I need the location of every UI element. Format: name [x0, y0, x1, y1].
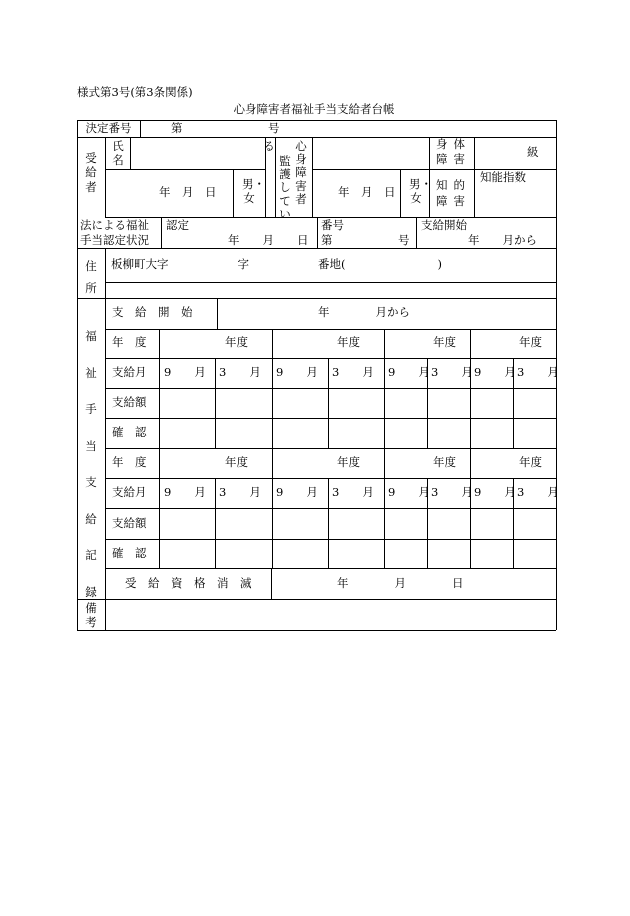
nendo-a2: 年度 — [337, 335, 360, 349]
decision-number-dai: 第 — [171, 121, 183, 135]
amount-label-a: 支給額 — [112, 395, 147, 409]
decision-number-label: 決定番号 — [85, 121, 132, 135]
record-start-date: 年 月から — [318, 305, 410, 319]
lapse-label: 受 給 資 格 消 滅 — [125, 576, 252, 590]
nendo-a3: 年度 — [433, 335, 456, 349]
record-start-label: 支 給 開 始 — [112, 305, 193, 319]
nendo-a4: 年度 — [519, 335, 542, 349]
birth-date: 年 月 日 — [159, 185, 217, 199]
cert-number-label: 番号 — [321, 218, 344, 232]
guardian-birth-date: 年 月 日 — [338, 185, 396, 199]
month-b8: 3 月 — [517, 485, 559, 499]
month-b7: 9 月 — [474, 485, 516, 499]
intellectual-label-2: 障害 — [436, 194, 471, 208]
guardian-sex-selector[interactable]: 男・女 — [409, 177, 432, 206]
month-a6: 3 月 — [431, 365, 473, 379]
body-disability-label-1: 身体 — [436, 137, 471, 151]
confirm-label-a: 確 認 — [112, 425, 147, 439]
intellectual-label-1: 知的 — [436, 178, 471, 192]
remarks-label: 備考 — [85, 601, 97, 629]
address-label: 住所 — [85, 259, 97, 295]
payment-start-label: 支給開始 — [421, 218, 467, 232]
cert-status-label-2: 手当認定状況 — [80, 233, 149, 247]
iq-label: 知能指数 — [480, 170, 526, 184]
payment-start-date: 年 月から — [468, 233, 537, 247]
confirm-label-b: 確 認 — [112, 546, 147, 560]
name-field[interactable] — [131, 138, 264, 168]
guardian-name-field[interactable] — [313, 138, 428, 168]
month-a1: 9 月 — [164, 365, 206, 379]
month-b6: 3 月 — [431, 485, 473, 499]
month-b1: 9 月 — [164, 485, 206, 499]
grade-label: 級 — [527, 145, 539, 159]
month-b5: 9 月 — [388, 485, 430, 499]
page-title: 心身障害者福祉手当支給者台帳 — [233, 102, 395, 116]
address-value[interactable]: 板柳町大字 字 番地( ) — [111, 257, 442, 271]
amount-label-b: 支給額 — [112, 516, 147, 530]
recipient-label: 受給者 — [85, 151, 97, 194]
nintei-label: 認定 — [166, 218, 189, 232]
month-a5: 9 月 — [388, 365, 430, 379]
month-b3: 9 月 — [276, 485, 318, 499]
kyuyo-month-label-b: 支給月 — [112, 485, 147, 499]
decision-number-go: 号 — [268, 121, 280, 135]
cert-status-label-1: 法による福祉 — [80, 218, 149, 232]
nendo-b4: 年度 — [519, 455, 542, 469]
remarks-field[interactable] — [106, 600, 555, 629]
month-b4: 3 月 — [332, 485, 374, 499]
nendo-b1: 年度 — [225, 455, 248, 469]
month-a2: 3 月 — [219, 365, 261, 379]
guardian-label-col3: る — [263, 139, 275, 153]
cert-number-go: 号 — [398, 233, 410, 247]
sex-selector[interactable]: 男・女 — [242, 177, 265, 206]
body-disability-label-2: 障害 — [436, 152, 471, 166]
month-a8: 3 月 — [517, 365, 559, 379]
month-a3: 9 月 — [276, 365, 318, 379]
guardian-label-col1: 心身障害者 — [295, 139, 307, 206]
month-a4: 3 月 — [332, 365, 374, 379]
nendo-label-a: 年 度 — [112, 335, 147, 349]
nendo-b3: 年度 — [433, 455, 456, 469]
nendo-b2: 年度 — [337, 455, 360, 469]
month-a7: 9 月 — [474, 365, 516, 379]
form-number: 様式第3号(第3条関係) — [77, 85, 193, 99]
nintei-date: 年 月 日 — [228, 233, 309, 247]
lapse-date: 年 月 日 — [337, 576, 464, 590]
nendo-a1: 年度 — [225, 335, 248, 349]
kyuyo-month-label-a: 支給月 — [112, 365, 147, 379]
nendo-label-b: 年 度 — [112, 455, 147, 469]
month-b2: 3 月 — [219, 485, 261, 499]
cert-number-dai: 第 — [321, 233, 333, 247]
name-label: 氏名 — [112, 139, 124, 168]
guardian-label-col2: 監護してい — [279, 154, 291, 221]
welfare-record-label: 福祉手当支給記録 — [85, 329, 97, 599]
